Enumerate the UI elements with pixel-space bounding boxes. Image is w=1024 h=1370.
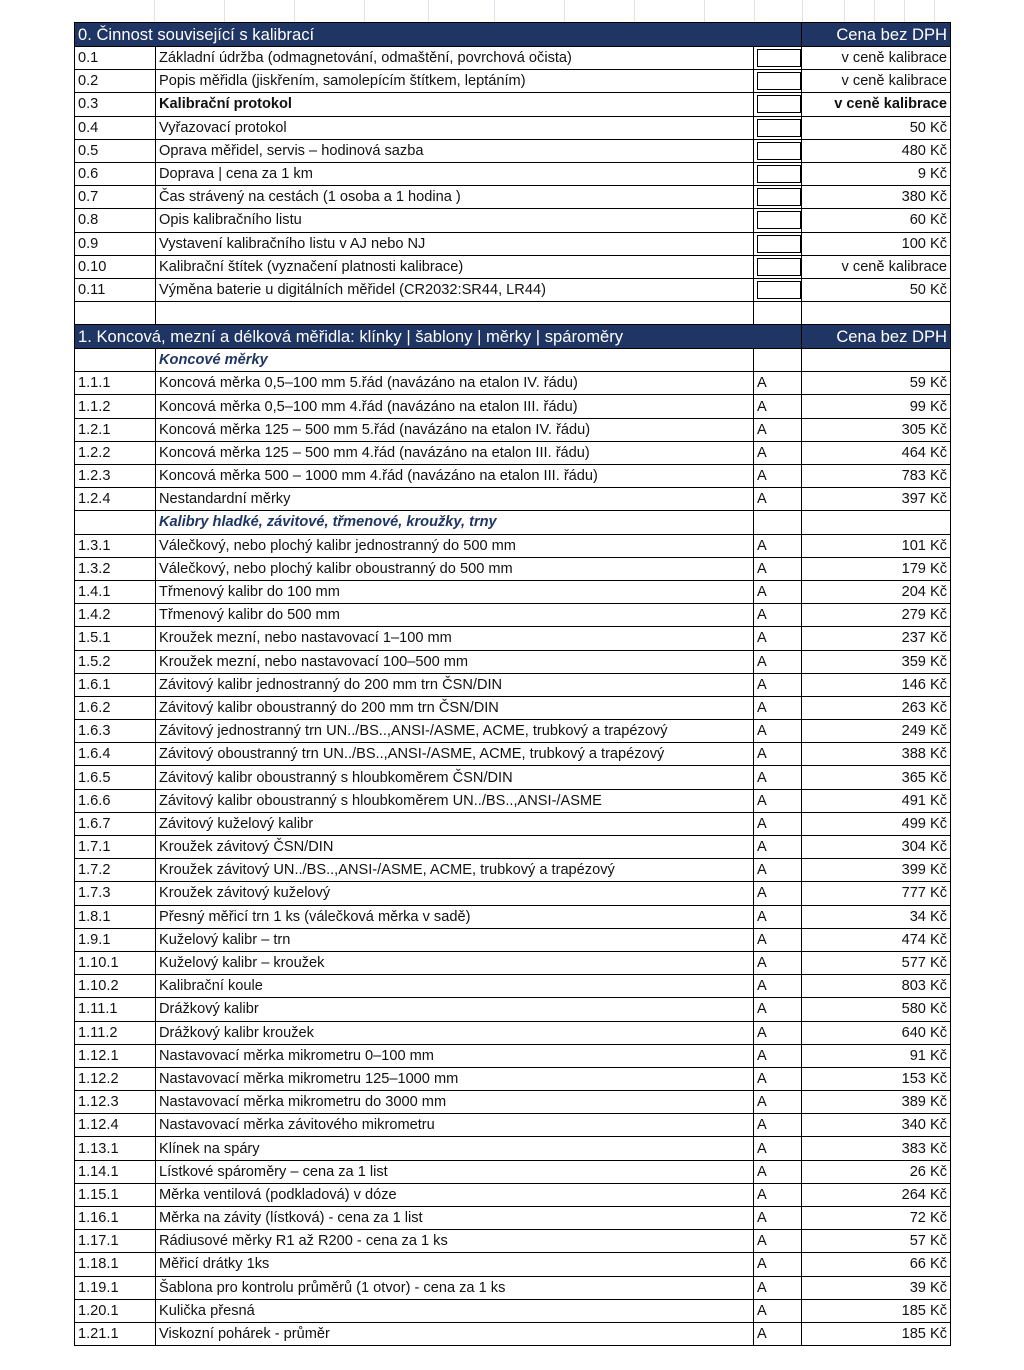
item-price: 249 Kč bbox=[802, 720, 951, 743]
table-row bbox=[75, 951, 951, 974]
item-price: 380 Kč bbox=[802, 186, 951, 209]
item-name: Závitový kalibr oboustranný s hloubkoměrem ČSN/DIN bbox=[156, 766, 754, 789]
table-row bbox=[75, 1207, 951, 1230]
table-row bbox=[75, 1021, 951, 1044]
table-row bbox=[75, 534, 951, 557]
table-row bbox=[75, 255, 951, 278]
item-mark: A bbox=[754, 673, 802, 696]
item-mark: A bbox=[754, 812, 802, 835]
table-row bbox=[75, 998, 951, 1021]
item-mark: A bbox=[754, 696, 802, 719]
item-price: 185 Kč bbox=[802, 1299, 951, 1322]
table-row bbox=[75, 720, 951, 743]
item-name: Koncová měrka 500 – 1000 mm 4.řád (navázáno na etalon III. řádu) bbox=[156, 465, 754, 488]
table-row bbox=[75, 1160, 951, 1183]
item-mark bbox=[754, 116, 802, 139]
item-price: 60 Kč bbox=[802, 209, 951, 232]
item-mark: A bbox=[754, 975, 802, 998]
item-price: 57 Kč bbox=[802, 1230, 951, 1253]
item-price: 491 Kč bbox=[802, 789, 951, 812]
item-name: Výměna baterie u digitálních měřidel (CR2032:SR44, LR44) bbox=[156, 278, 754, 301]
mark-box bbox=[757, 119, 801, 137]
table-row bbox=[75, 395, 951, 418]
item-price: 204 Kč bbox=[802, 580, 951, 603]
item-code: 0.9 bbox=[75, 232, 156, 255]
item-price: 580 Kč bbox=[802, 998, 951, 1021]
subsection-code-cell bbox=[75, 349, 156, 372]
item-price: 39 Kč bbox=[802, 1276, 951, 1299]
item-name: Koncová měrka 0,5–100 mm 5.řád (navázáno na etalon IV. řádu) bbox=[156, 372, 754, 395]
table-row bbox=[75, 465, 951, 488]
item-code: 1.1.1 bbox=[75, 372, 156, 395]
item-price: 777 Kč bbox=[802, 882, 951, 905]
section-header bbox=[75, 23, 951, 47]
item-code: 0.10 bbox=[75, 255, 156, 278]
item-price: 50 Kč bbox=[802, 278, 951, 301]
section-header bbox=[75, 325, 951, 349]
item-name: Kroužek mezní, nebo nastavovací 100–500 mm bbox=[156, 650, 754, 673]
table-row bbox=[75, 1114, 951, 1137]
item-code: 0.2 bbox=[75, 70, 156, 93]
mark-box bbox=[757, 188, 801, 206]
item-mark: A bbox=[754, 951, 802, 974]
item-code: 1.12.1 bbox=[75, 1044, 156, 1067]
item-price: 264 Kč bbox=[802, 1183, 951, 1206]
item-mark: A bbox=[754, 743, 802, 766]
table-row bbox=[75, 859, 951, 882]
item-name: Čas strávený na cestách (1 osoba a 1 hodina ) bbox=[156, 186, 754, 209]
item-price: 340 Kč bbox=[802, 1114, 951, 1137]
mark-box bbox=[757, 72, 801, 90]
item-name: Třmenový kalibr do 500 mm bbox=[156, 604, 754, 627]
spacer-cell bbox=[156, 302, 754, 325]
item-mark: A bbox=[754, 1276, 802, 1299]
table-row bbox=[75, 975, 951, 998]
item-price: 803 Kč bbox=[802, 975, 951, 998]
item-mark: A bbox=[754, 1230, 802, 1253]
item-mark: A bbox=[754, 1160, 802, 1183]
table-row bbox=[75, 186, 951, 209]
item-code: 1.12.2 bbox=[75, 1067, 156, 1090]
price-column-header: Cena bez DPH bbox=[802, 325, 951, 349]
item-code: 1.6.1 bbox=[75, 673, 156, 696]
item-name: Kuželový kalibr – trn bbox=[156, 928, 754, 951]
table-row bbox=[75, 372, 951, 395]
item-mark bbox=[754, 209, 802, 232]
item-code: 1.13.1 bbox=[75, 1137, 156, 1160]
subsection-code-cell bbox=[75, 511, 156, 534]
item-name: Nestandardní měrky bbox=[156, 488, 754, 511]
item-name: Nastavovací měrka mikrometru 125–1000 mm bbox=[156, 1067, 754, 1090]
item-price: 34 Kč bbox=[802, 905, 951, 928]
mark-box bbox=[757, 142, 801, 160]
item-name: Závitový kuželový kalibr bbox=[156, 812, 754, 835]
table-row bbox=[75, 488, 951, 511]
item-name: Kroužek závitový kuželový bbox=[156, 882, 754, 905]
item-price: 359 Kč bbox=[802, 650, 951, 673]
item-code: 1.5.2 bbox=[75, 650, 156, 673]
item-code: 1.10.2 bbox=[75, 975, 156, 998]
item-price: 577 Kč bbox=[802, 951, 951, 974]
item-mark: A bbox=[754, 766, 802, 789]
item-mark: A bbox=[754, 534, 802, 557]
item-code: 0.3 bbox=[75, 93, 156, 116]
item-name: Viskozní pohárek - průměr bbox=[156, 1322, 754, 1345]
item-name: Vyřazovací protokol bbox=[156, 116, 754, 139]
item-mark: A bbox=[754, 1322, 802, 1345]
item-code: 0.6 bbox=[75, 162, 156, 185]
item-price: 59 Kč bbox=[802, 372, 951, 395]
item-name: Závitový kalibr oboustranný s hloubkoměrem UN../BS..,ANSI-/ASME bbox=[156, 789, 754, 812]
item-code: 1.3.2 bbox=[75, 557, 156, 580]
table-row bbox=[75, 1299, 951, 1322]
item-name: Oprava měřidel, servis – hodinová sazba bbox=[156, 139, 754, 162]
item-name: Drážkový kalibr bbox=[156, 998, 754, 1021]
item-price: 279 Kč bbox=[802, 604, 951, 627]
table-row bbox=[75, 47, 951, 70]
item-code: 1.6.3 bbox=[75, 720, 156, 743]
item-mark: A bbox=[754, 1207, 802, 1230]
item-mark: A bbox=[754, 928, 802, 951]
item-code: 1.20.1 bbox=[75, 1299, 156, 1322]
item-name: Vystavení kalibračního listu v AJ nebo NJ bbox=[156, 232, 754, 255]
table-row bbox=[75, 766, 951, 789]
item-price: 499 Kč bbox=[802, 812, 951, 835]
item-name: Kalibrační štítek (vyznačení platnosti kalibrace) bbox=[156, 255, 754, 278]
item-code: 1.2.4 bbox=[75, 488, 156, 511]
item-name: Kulička přesná bbox=[156, 1299, 754, 1322]
item-code: 1.9.1 bbox=[75, 928, 156, 951]
item-code: 1.14.1 bbox=[75, 1160, 156, 1183]
mark-box bbox=[757, 211, 801, 229]
item-name: Lístkové spároměry – cena za 1 list bbox=[156, 1160, 754, 1183]
item-name: Kroužek mezní, nebo nastavovací 1–100 mm bbox=[156, 627, 754, 650]
item-mark: A bbox=[754, 1067, 802, 1090]
item-name: Doprava | cena za 1 km bbox=[156, 162, 754, 185]
table-row bbox=[75, 836, 951, 859]
item-mark: A bbox=[754, 604, 802, 627]
item-code: 0.8 bbox=[75, 209, 156, 232]
table-row bbox=[75, 696, 951, 719]
item-mark bbox=[754, 93, 802, 116]
price-list-table bbox=[74, 22, 951, 1346]
item-price: 397 Kč bbox=[802, 488, 951, 511]
item-code: 1.12.4 bbox=[75, 1114, 156, 1137]
table-row bbox=[75, 580, 951, 603]
mark-box bbox=[757, 258, 801, 276]
item-price: 50 Kč bbox=[802, 116, 951, 139]
item-code: 1.21.1 bbox=[75, 1322, 156, 1345]
table-row bbox=[75, 1137, 951, 1160]
item-price: v ceně kalibrace bbox=[802, 93, 951, 116]
item-code: 1.11.1 bbox=[75, 998, 156, 1021]
table-row bbox=[75, 116, 951, 139]
item-price: 365 Kč bbox=[802, 766, 951, 789]
table-row bbox=[75, 70, 951, 93]
spacer-row bbox=[75, 302, 951, 325]
item-name: Kroužek závitový UN../BS..,ANSI-/ASME, ACME, trubkový a trapézový bbox=[156, 859, 754, 882]
subsection-row bbox=[75, 511, 951, 534]
mark-box bbox=[757, 235, 801, 253]
table-row bbox=[75, 1044, 951, 1067]
item-name: Koncová měrka 0,5–100 mm 4.řád (navázáno na etalon III. řádu) bbox=[156, 395, 754, 418]
item-mark: A bbox=[754, 1183, 802, 1206]
item-price: 399 Kč bbox=[802, 859, 951, 882]
subsection-price-cell bbox=[802, 511, 951, 534]
table-row bbox=[75, 1091, 951, 1114]
item-mark: A bbox=[754, 1021, 802, 1044]
table-row bbox=[75, 905, 951, 928]
spacer-cell bbox=[754, 302, 802, 325]
item-code: 1.19.1 bbox=[75, 1276, 156, 1299]
item-code: 0.1 bbox=[75, 47, 156, 70]
item-mark: A bbox=[754, 1114, 802, 1137]
item-price: 480 Kč bbox=[802, 139, 951, 162]
item-mark bbox=[754, 186, 802, 209]
top-gridlines bbox=[74, 0, 950, 23]
item-name: Měřicí drátky 1ks bbox=[156, 1253, 754, 1276]
item-mark: A bbox=[754, 1137, 802, 1160]
item-name: Nastavovací měrka závitového mikrometru bbox=[156, 1114, 754, 1137]
item-mark bbox=[754, 255, 802, 278]
item-name: Třmenový kalibr do 100 mm bbox=[156, 580, 754, 603]
item-mark: A bbox=[754, 465, 802, 488]
item-price: 388 Kč bbox=[802, 743, 951, 766]
item-code: 1.4.1 bbox=[75, 580, 156, 603]
table-row bbox=[75, 418, 951, 441]
item-code: 0.11 bbox=[75, 278, 156, 301]
item-code: 1.12.3 bbox=[75, 1091, 156, 1114]
mark-box bbox=[757, 165, 801, 183]
item-price: 26 Kč bbox=[802, 1160, 951, 1183]
item-code: 1.6.4 bbox=[75, 743, 156, 766]
item-mark bbox=[754, 162, 802, 185]
item-name: Kroužek závitový ČSN/DIN bbox=[156, 836, 754, 859]
table-row bbox=[75, 557, 951, 580]
item-price: 101 Kč bbox=[802, 534, 951, 557]
item-name: Drážkový kalibr kroužek bbox=[156, 1021, 754, 1044]
table-row bbox=[75, 604, 951, 627]
item-code: 1.18.1 bbox=[75, 1253, 156, 1276]
item-mark: A bbox=[754, 1299, 802, 1322]
spacer-cell bbox=[802, 302, 951, 325]
section-title: 0. Činnost související s kalibrací bbox=[75, 23, 802, 47]
item-mark bbox=[754, 278, 802, 301]
subsection-title: Koncové měrky bbox=[156, 349, 754, 372]
item-code: 1.8.1 bbox=[75, 905, 156, 928]
item-name: Závitový jednostranný trn UN../BS..,ANSI-/ASME, ACME, trubkový a trapézový bbox=[156, 720, 754, 743]
item-mark: A bbox=[754, 905, 802, 928]
item-code: 1.11.2 bbox=[75, 1021, 156, 1044]
item-code: 1.6.5 bbox=[75, 766, 156, 789]
item-code: 1.16.1 bbox=[75, 1207, 156, 1230]
table-row bbox=[75, 1276, 951, 1299]
table-row bbox=[75, 162, 951, 185]
item-code: 1.7.1 bbox=[75, 836, 156, 859]
item-mark: A bbox=[754, 1091, 802, 1114]
item-name: Měrka na závity (lístková) - cena za 1 list bbox=[156, 1207, 754, 1230]
item-price: 66 Kč bbox=[802, 1253, 951, 1276]
item-price: 640 Kč bbox=[802, 1021, 951, 1044]
table-row bbox=[75, 232, 951, 255]
item-name: Závitový oboustranný trn UN../BS..,ANSI-/ASME, ACME, trubkový a trapézový bbox=[156, 743, 754, 766]
item-mark: A bbox=[754, 441, 802, 464]
item-price: 304 Kč bbox=[802, 836, 951, 859]
item-mark: A bbox=[754, 580, 802, 603]
item-code: 1.6.6 bbox=[75, 789, 156, 812]
item-mark: A bbox=[754, 789, 802, 812]
item-code: 1.6.2 bbox=[75, 696, 156, 719]
item-name: Rádiusové měrky R1 až R200 - cena za 1 ks bbox=[156, 1230, 754, 1253]
table-row bbox=[75, 650, 951, 673]
item-code: 1.3.1 bbox=[75, 534, 156, 557]
item-mark bbox=[754, 47, 802, 70]
item-name: Klínek na spáry bbox=[156, 1137, 754, 1160]
item-mark: A bbox=[754, 488, 802, 511]
item-code: 1.2.3 bbox=[75, 465, 156, 488]
item-code: 1.2.2 bbox=[75, 441, 156, 464]
item-code: 0.5 bbox=[75, 139, 156, 162]
item-code: 1.4.2 bbox=[75, 604, 156, 627]
item-price: 464 Kč bbox=[802, 441, 951, 464]
item-name: Popis měřidla (jiskřením, samolepícím štítkem, leptáním) bbox=[156, 70, 754, 93]
item-name: Koncová měrka 125 – 500 mm 4.řád (navázáno na etalon III. řádu) bbox=[156, 441, 754, 464]
item-mark bbox=[754, 232, 802, 255]
item-code: 1.2.1 bbox=[75, 418, 156, 441]
item-code: 0.4 bbox=[75, 116, 156, 139]
item-price: 185 Kč bbox=[802, 1322, 951, 1345]
item-mark: A bbox=[754, 372, 802, 395]
item-price: 9 Kč bbox=[802, 162, 951, 185]
item-mark: A bbox=[754, 720, 802, 743]
item-name: Přesný měřicí trn 1 ks (válečková měrka v sadě) bbox=[156, 905, 754, 928]
item-price: v ceně kalibrace bbox=[802, 70, 951, 93]
item-name: Opis kalibračního listu bbox=[156, 209, 754, 232]
subsection-row bbox=[75, 349, 951, 372]
item-price: 153 Kč bbox=[802, 1067, 951, 1090]
table-row bbox=[75, 743, 951, 766]
item-name: Měrka ventilová (podkladová) v dóze bbox=[156, 1183, 754, 1206]
table-row bbox=[75, 1183, 951, 1206]
item-price: 305 Kč bbox=[802, 418, 951, 441]
spacer-cell bbox=[75, 302, 156, 325]
item-price: 99 Kč bbox=[802, 395, 951, 418]
item-price: 179 Kč bbox=[802, 557, 951, 580]
table-row bbox=[75, 139, 951, 162]
table-row bbox=[75, 1322, 951, 1345]
table-row bbox=[75, 1253, 951, 1276]
item-name: Koncová měrka 125 – 500 mm 5.řád (navázáno na etalon IV. řádu) bbox=[156, 418, 754, 441]
item-name: Šablona pro kontrolu průměrů (1 otvor) - cena za 1 ks bbox=[156, 1276, 754, 1299]
item-mark: A bbox=[754, 418, 802, 441]
item-mark bbox=[754, 139, 802, 162]
item-mark: A bbox=[754, 859, 802, 882]
item-price: 383 Kč bbox=[802, 1137, 951, 1160]
item-price: 389 Kč bbox=[802, 1091, 951, 1114]
item-mark: A bbox=[754, 882, 802, 905]
subsection-mark-cell bbox=[754, 349, 802, 372]
section-title: 1. Koncová, mezní a délková měřidla: klínky | šablony | měrky | spároměry bbox=[75, 325, 802, 349]
item-code: 1.10.1 bbox=[75, 951, 156, 974]
item-mark: A bbox=[754, 1044, 802, 1067]
item-mark: A bbox=[754, 395, 802, 418]
table-row bbox=[75, 441, 951, 464]
item-mark bbox=[754, 70, 802, 93]
item-mark: A bbox=[754, 998, 802, 1021]
item-mark: A bbox=[754, 627, 802, 650]
item-code: 1.1.2 bbox=[75, 395, 156, 418]
table-row bbox=[75, 673, 951, 696]
item-price: 72 Kč bbox=[802, 1207, 951, 1230]
item-mark: A bbox=[754, 557, 802, 580]
mark-box bbox=[757, 95, 801, 113]
item-code: 1.7.2 bbox=[75, 859, 156, 882]
item-price: 91 Kč bbox=[802, 1044, 951, 1067]
table-row bbox=[75, 278, 951, 301]
mark-box bbox=[757, 49, 801, 67]
table-row bbox=[75, 928, 951, 951]
table-row bbox=[75, 812, 951, 835]
item-price: 474 Kč bbox=[802, 928, 951, 951]
item-name: Válečkový, nebo plochý kalibr oboustranný do 500 mm bbox=[156, 557, 754, 580]
item-code: 1.5.1 bbox=[75, 627, 156, 650]
table-row bbox=[75, 627, 951, 650]
item-price: 783 Kč bbox=[802, 465, 951, 488]
item-price: v ceně kalibrace bbox=[802, 255, 951, 278]
table-row bbox=[75, 209, 951, 232]
item-name: Nastavovací měrka mikrometru 0–100 mm bbox=[156, 1044, 754, 1067]
item-code: 1.15.1 bbox=[75, 1183, 156, 1206]
item-name: Kalibrační koule bbox=[156, 975, 754, 998]
item-price: 237 Kč bbox=[802, 627, 951, 650]
item-mark: A bbox=[754, 650, 802, 673]
subsection-title: Kalibry hladké, závitové, třmenové, kroužky, trny bbox=[156, 511, 754, 534]
item-name: Kalibrační protokol bbox=[156, 93, 754, 116]
item-price: 146 Kč bbox=[802, 673, 951, 696]
item-name: Základní údržba (odmagnetování, odmaštění, povrchová očista) bbox=[156, 47, 754, 70]
subsection-mark-cell bbox=[754, 511, 802, 534]
table-row bbox=[75, 1230, 951, 1253]
table-row bbox=[75, 93, 951, 116]
item-price: v ceně kalibrace bbox=[802, 47, 951, 70]
item-name: Kuželový kalibr – kroužek bbox=[156, 951, 754, 974]
table-row bbox=[75, 882, 951, 905]
item-price: 263 Kč bbox=[802, 696, 951, 719]
price-column-header: Cena bez DPH bbox=[802, 23, 951, 47]
item-mark: A bbox=[754, 1253, 802, 1276]
item-name: Závitový kalibr oboustranný do 200 mm trn ČSN/DIN bbox=[156, 696, 754, 719]
item-code: 0.7 bbox=[75, 186, 156, 209]
item-name: Závitový kalibr jednostranný do 200 mm trn ČSN/DIN bbox=[156, 673, 754, 696]
table-row bbox=[75, 1067, 951, 1090]
price-list-body bbox=[75, 23, 951, 1346]
subsection-price-cell bbox=[802, 349, 951, 372]
item-code: 1.6.7 bbox=[75, 812, 156, 835]
item-name: Válečkový, nebo plochý kalibr jednostranný do 500 mm bbox=[156, 534, 754, 557]
item-mark: A bbox=[754, 836, 802, 859]
item-code: 1.7.3 bbox=[75, 882, 156, 905]
mark-box bbox=[757, 281, 801, 299]
table-row bbox=[75, 789, 951, 812]
item-name: Nastavovací měrka mikrometru do 3000 mm bbox=[156, 1091, 754, 1114]
item-code: 1.17.1 bbox=[75, 1230, 156, 1253]
item-price: 100 Kč bbox=[802, 232, 951, 255]
